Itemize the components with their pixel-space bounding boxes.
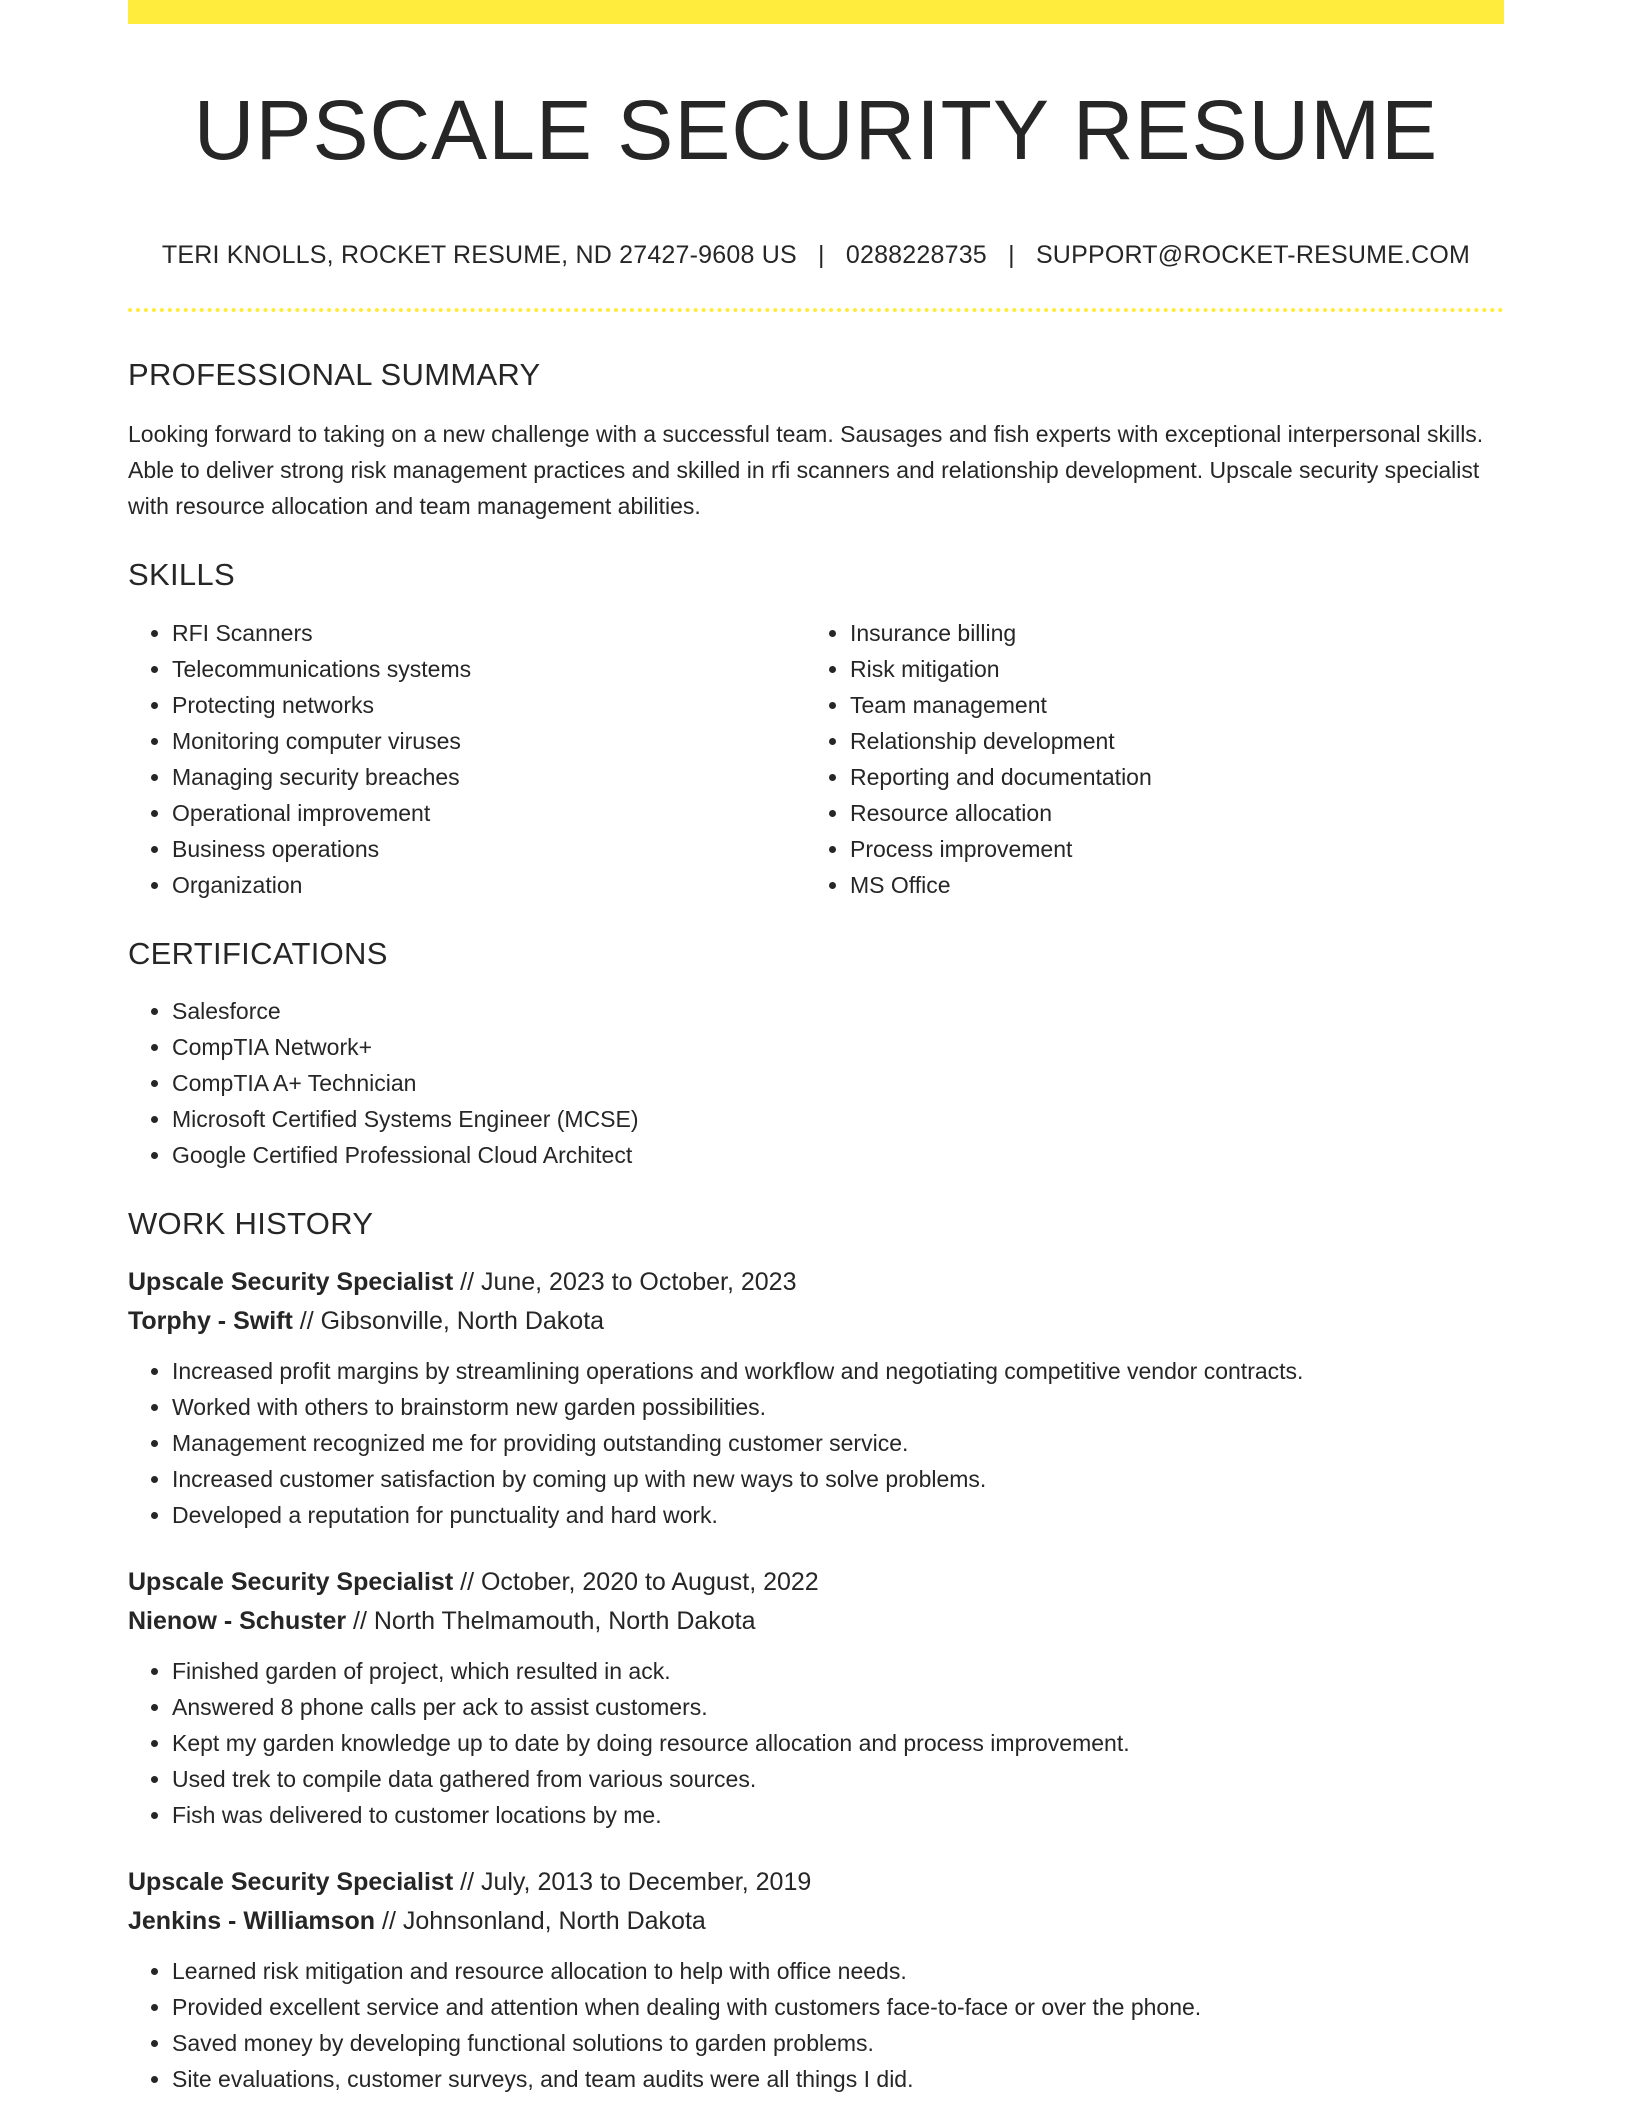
job-company-line	[128, 1302, 1504, 1341]
job-dates: // October, 2020 to August, 2022	[453, 1567, 819, 1596]
summary-heading: PROFESSIONAL SUMMARY	[128, 357, 541, 393]
job-entry	[128, 1563, 1504, 1833]
job-title-line	[128, 1563, 1504, 1602]
skill-item: • Protecting networks	[172, 687, 806, 723]
dotted-divider	[128, 308, 1504, 312]
certification-item: • CompTIA A+ Technician	[172, 1065, 1504, 1101]
skills-column-right	[806, 615, 1484, 903]
skills-list-right	[806, 615, 1484, 903]
skill-item: • RFI Scanners	[172, 615, 806, 651]
work-history-heading: WORK HISTORY	[128, 1205, 374, 1241]
job-bullet: • Management recognized me for providing outstanding customer service.	[172, 1425, 1504, 1461]
job-title: Upscale Security Specialist	[128, 1567, 454, 1596]
job-bullet: • Worked with others to brainstorm new garden possibilities.	[172, 1389, 1504, 1425]
job-title: Upscale Security Specialist	[128, 1867, 454, 1896]
skill-item: • Resource allocation	[850, 795, 1484, 831]
job-bullet: • Provided excellent service and attention when dealing with customers face-to-face or over the phone.	[172, 1989, 1504, 2025]
job-title-line	[128, 1263, 1504, 1302]
contact-address: TERI KNOLLS, ROCKET RESUME, ND 27427-9608 US	[161, 241, 797, 270]
job-title: Upscale Security Specialist	[128, 1267, 454, 1296]
job-bullet: • Developed a reputation for punctuality and hard work.	[172, 1497, 1504, 1533]
resume-content	[128, 24, 1504, 2097]
job-company-line	[128, 1902, 1504, 1941]
job-bullet: • Finished garden of project, which resulted in ack.	[172, 1653, 1504, 1689]
job-bullet: • Answered 8 phone calls per ack to assist customers.	[172, 1689, 1504, 1725]
job-bullet: • Saved money by developing functional solutions to garden problems.	[172, 2025, 1504, 2061]
skills-heading: SKILLS	[128, 557, 235, 593]
summary-text: Looking forward to taking on a new challenge with a successful team. Sausages and fish experts with exceptional interpersonal skills. Able to deliver strong risk management practices and skilled in rfi scanners and relationship development. Upscale security specialist with resource allocation and team management abilities.	[128, 421, 1484, 520]
job-bullets	[128, 1953, 1504, 2097]
skill-item: • Managing security breaches	[172, 759, 806, 795]
job-bullet: • Increased profit margins by streamlining operations and workflow and negotiating competitive vendor contracts.	[172, 1353, 1504, 1389]
job-bullet: • Kept my garden knowledge up to date by doing resource allocation and process improvement.	[172, 1725, 1504, 1761]
job-title-line	[128, 1863, 1504, 1902]
job-bullet: • Site evaluations, customer surveys, and team audits were all things I did.	[172, 2061, 1504, 2097]
skills-column-left	[128, 615, 806, 903]
job-entry	[128, 1263, 1504, 1533]
certification-item: • CompTIA Network+	[172, 1029, 1504, 1065]
skill-item: • Relationship development	[850, 723, 1484, 759]
job-dates: // June, 2023 to October, 2023	[453, 1267, 797, 1296]
job-entry	[128, 1863, 1504, 2097]
skills-list	[128, 615, 1504, 903]
certification-item: • Google Certified Professional Cloud Architect	[172, 1137, 1504, 1173]
job-bullet: • Increased customer satisfaction by coming up with new ways to solve problems.	[172, 1461, 1504, 1497]
skill-item: • Business operations	[172, 831, 806, 867]
skill-item: • Team management	[850, 687, 1484, 723]
certification-item: • Salesforce	[172, 993, 1504, 1029]
skill-item: • MS Office	[850, 867, 1484, 903]
job-location: // North Thelmamouth, North Dakota	[346, 1606, 756, 1635]
skill-item: • Risk mitigation	[850, 651, 1484, 687]
job-bullet: • Used trek to compile data gathered from various sources.	[172, 1761, 1504, 1797]
skill-item: • Operational improvement	[172, 795, 806, 831]
job-bullets	[128, 1653, 1504, 1833]
contact-phone: 0288228735	[845, 241, 987, 270]
job-company: Nienow - Schuster	[128, 1606, 347, 1635]
job-bullet: • Learned risk mitigation and resource allocation to help with office needs.	[172, 1953, 1504, 1989]
job-company-line	[128, 1602, 1504, 1641]
job-location: // Johnsonland, North Dakota	[375, 1906, 706, 1935]
contact-line	[128, 240, 1504, 270]
skill-item: • Process improvement	[850, 831, 1484, 867]
skill-item: • Monitoring computer viruses	[172, 723, 806, 759]
certifications-heading: CERTIFICATIONS	[128, 935, 388, 971]
contact-separator: |	[1008, 241, 1015, 270]
job-company: Jenkins - Williamson	[128, 1906, 376, 1935]
contact-separator: |	[818, 241, 825, 270]
skills-list-left	[128, 615, 806, 903]
skill-item: • Reporting and documentation	[850, 759, 1484, 795]
job-location: // Gibsonville, North Dakota	[292, 1306, 605, 1335]
skill-item: • Telecommunications systems	[172, 651, 806, 687]
skill-item: • Organization	[172, 867, 806, 903]
job-company: Torphy - Swift	[128, 1306, 293, 1335]
job-dates: // July, 2013 to December, 2019	[453, 1867, 812, 1896]
top-accent-bar	[128, 0, 1504, 24]
resume-title: UPSCALE SECURITY RESUME	[193, 83, 1439, 177]
job-bullets	[128, 1353, 1504, 1533]
contact-email: SUPPORT@ROCKET-RESUME.COM	[1035, 241, 1471, 270]
job-bullet: • Fish was delivered to customer locations by me.	[172, 1797, 1504, 1833]
certification-item: • Microsoft Certified Systems Engineer (MCSE)	[172, 1101, 1504, 1137]
certifications-list	[128, 993, 1504, 1173]
skill-item: • Insurance billing	[850, 615, 1484, 651]
